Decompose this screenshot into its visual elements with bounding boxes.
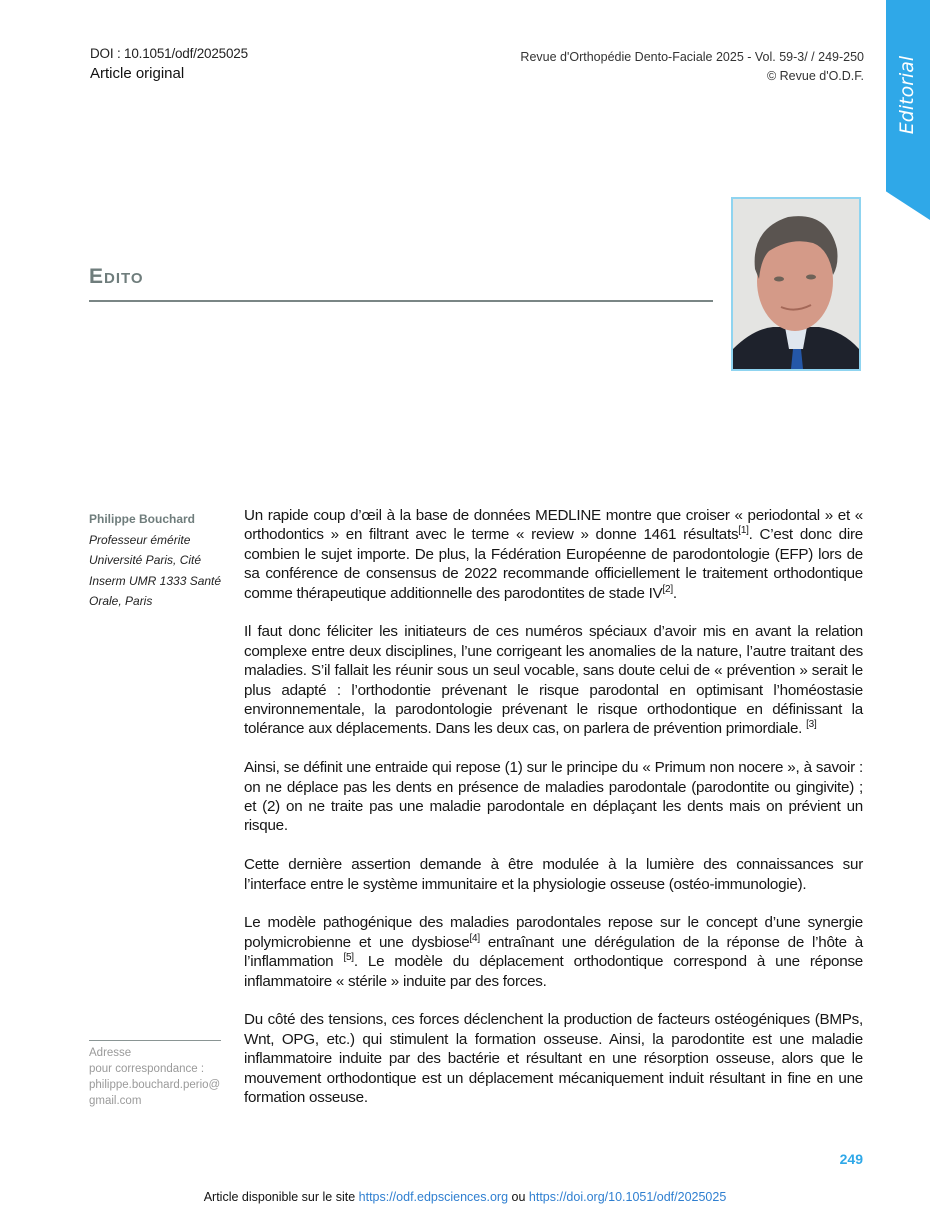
paragraph: Un rapide coup d’œil à la base de données MEDLINE montre que croiser « periodontal » et « orthodontics » en filtrant avec le terme « review » donne 1461 résultats[1]. C’est donc dire combien le sujet importe. De plus, la Fédération Européenne de parodontologie (EFP) lors de sa conférence de consensus de 2022 recommande officiellement le traitement orthodontique comme thérapeutique additionnelle des parodontites de stade IV[2]. [244,507,863,602]
author-affiliation: Université Paris, Cité [89,553,202,567]
doi-label: DOI : 10.1051/odf/2025025 [90,46,248,61]
section-tab-label-wrap [885,50,929,140]
paragraph: Du côté des tensions, ces forces déclenchent la production de facteurs ostéogéniques (BMPs, Wnt, OPG, etc.) qui stimulent la formation osseuse. Ainsi, la parodontite est une maladie inflammatoire induite par des bactérie et résultant en une résorption osseuse, alors que le mouvement orthodontique est un déplacement mécaniquement induit résultant in fine en une formation osseuse. [244,1011,863,1107]
correspondence-email[interactable]: gmail.com [89,1095,142,1107]
reference-link[interactable]: [4] [469,932,480,944]
reference-link[interactable]: [5] [343,952,354,964]
copyright: © Revue d'O.D.F. [766,69,864,83]
page-number: 249 [839,1151,863,1167]
journal-info [520,48,864,86]
author-affiliation: Orale, Paris [89,594,153,608]
author-block [89,509,229,612]
correspondence-label: Adresse [89,1047,132,1059]
doi-link[interactable]: https://doi.org/10.1051/odf/2025025 [528,1190,727,1204]
journal-site-link[interactable]: https://odf.edpsciences.org [358,1190,509,1204]
title-divider [89,300,713,302]
paragraph: Le modèle pathogénique des maladies parodontales repose sur le concept d’une synergie polymicrobienne et une dysbiose[4] entraînant une dérégulation de la réponse de l’hôte à l’inflammation [5]. Le modèle du déplacement orthodontique correspond à une réponse inflammatoire « stérile » induite par des forces. [244,914,863,990]
author-affiliation: Inserm UMR 1333 Santé [89,573,222,588]
paragraph: Cette dernière assertion demande à être modulée à la lumière des connaissances sur l’interface entre le système immunitaire et la physiologie osseuse (ostéo-immunologie). [244,856,863,893]
author-affiliation: Professeur émérite [89,532,191,547]
paragraph: Il faut donc féliciter les initiateurs de ces numéros spéciaux d’avoir mis en avant la relation complexe entre deux disciplines, l’une corrigeant les anomalies de la nature, l’autre traitant des maladies. S’il fallait les réunir sous un seul vocable, sans doute celui de « prévention » serait le plus adapté : l’orthodontie prévenant le risque parodontal en optimisant l’homéostasie environnementale, la parodontologie prévenant le risque orthodontique en définissant la tolérance aux déplacements. Dans les deux cas, on parlera de prévention primordiale. [3] [244,623,863,738]
correspondence-block [89,1045,229,1109]
author-name: Philippe Bouchard [89,512,196,526]
reference-link[interactable]: [2] [662,583,673,595]
correspondence-divider [89,1040,221,1041]
footer: Article disponible sur le site https://odf.edpsciences.org ou https://doi.org/10.1051/odf/2025025 [203,1190,727,1204]
section-tab-label: Editorial [896,55,918,135]
correspondence-label: pour correspondance : [89,1063,205,1075]
article-type: Article original [90,65,185,82]
reference-link[interactable]: [3] [806,719,817,731]
reference-link[interactable]: [1] [738,525,749,537]
article-body [244,506,863,1127]
portrait-image-icon [733,199,859,369]
page-title: Edito [89,265,144,288]
author-photo [731,197,861,371]
paragraph: Ainsi, se définit une entraide qui repose (1) sur le principe du « Primum non nocere », à savoir : on ne déplace pas les dents en présence de maladies parodontale (parodontite ou gingivite) ; et (2) on ne traite pas une maladie parodontale en déplaçant les dents mais on prévient un risque. [244,759,863,835]
correspondence-email[interactable]: philippe.bouchard.perio@ [89,1079,221,1091]
journal-citation: Revue d'Orthopédie Dento-Faciale 2025 - Vol. 59-3/ / 249-250 [520,50,864,64]
